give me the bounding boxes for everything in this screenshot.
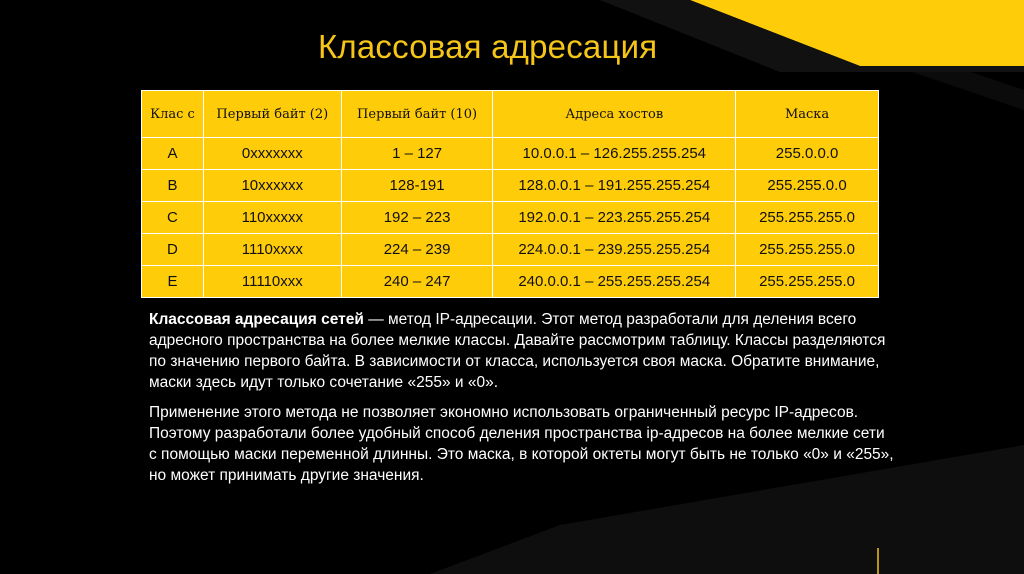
cell-hosts: 10.0.0.1 – 126.255.255.254 xyxy=(493,138,736,170)
table-row xyxy=(142,234,879,266)
cell-hosts: 192.0.0.1 – 223.255.255.254 xyxy=(493,202,736,234)
cell-class: A xyxy=(142,138,204,170)
cell-decimal: 240 – 247 xyxy=(341,266,493,298)
cell-binary: 10xxxxxx xyxy=(203,170,341,202)
cell-mask: 255.255.0.0 xyxy=(736,170,879,202)
cell-binary: 11110xxx xyxy=(203,266,341,298)
term-bold: Классовая адресация сетей xyxy=(149,311,364,328)
cell-decimal: 128-191 xyxy=(341,170,493,202)
paragraph-definition xyxy=(149,309,894,393)
cell-class: D xyxy=(142,234,204,266)
header-first-byte-binary: Первый байт (2) xyxy=(203,91,341,138)
cell-mask: 255.255.255.0 xyxy=(736,234,879,266)
header-host-addresses: Адреса хостов xyxy=(493,91,736,138)
header-class: Клас с xyxy=(142,91,204,138)
corner-accent-line xyxy=(877,548,879,574)
slide-title: Классовая адресация xyxy=(318,28,658,65)
cell-hosts: 240.0.0.1 – 255.255.255.254 xyxy=(493,266,736,298)
cell-decimal: 224 – 239 xyxy=(341,234,493,266)
table-header-row xyxy=(142,91,879,138)
cell-mask: 255.0.0.0 xyxy=(736,138,879,170)
header-first-byte-decimal: Первый байт (10) xyxy=(341,91,493,138)
cell-binary: 110xxxxx xyxy=(203,202,341,234)
cell-mask: 255.255.255.0 xyxy=(736,266,879,298)
description-text xyxy=(149,309,894,495)
cell-class: B xyxy=(142,170,204,202)
table-row xyxy=(142,138,879,170)
table-row xyxy=(142,170,879,202)
table-row xyxy=(142,202,879,234)
table-row xyxy=(142,266,879,298)
cell-mask: 255.255.255.0 xyxy=(736,202,879,234)
cell-decimal: 1 – 127 xyxy=(341,138,493,170)
cell-binary: 1110xxxx xyxy=(203,234,341,266)
cell-decimal: 192 – 223 xyxy=(341,202,493,234)
cell-class: C xyxy=(142,202,204,234)
definition-text: — метод IP-адресации. Этот метод разработали для деления всего адресного пространства на более мелкие классы. Давайте рассмотрим таблицу. Классы разделяются по значению первого байта. В зависимости от класса, используется своя маска. Обратите внимание, маски здесь идут только сочетание «255» и «0». xyxy=(149,311,886,391)
cell-hosts: 224.0.0.1 – 239.255.255.254 xyxy=(493,234,736,266)
header-mask: Маска xyxy=(736,91,879,138)
cell-hosts: 128.0.0.1 – 191.255.255.254 xyxy=(493,170,736,202)
paragraph-limitation: Применение этого метода не позволяет экономно использовать ограниченный ресурс IP-адресов. Поэтому разработали более удобный способ деления пространства ip-адресов на более мелкие сети с помощью маски переменной длинны. Это маска, в которой октеты могут быть не только «0» и «255», но может принимать другие значения. xyxy=(149,404,894,484)
address-class-table xyxy=(141,90,879,298)
cell-binary: 0xxxxxxx xyxy=(203,138,341,170)
cell-class: E xyxy=(142,266,204,298)
